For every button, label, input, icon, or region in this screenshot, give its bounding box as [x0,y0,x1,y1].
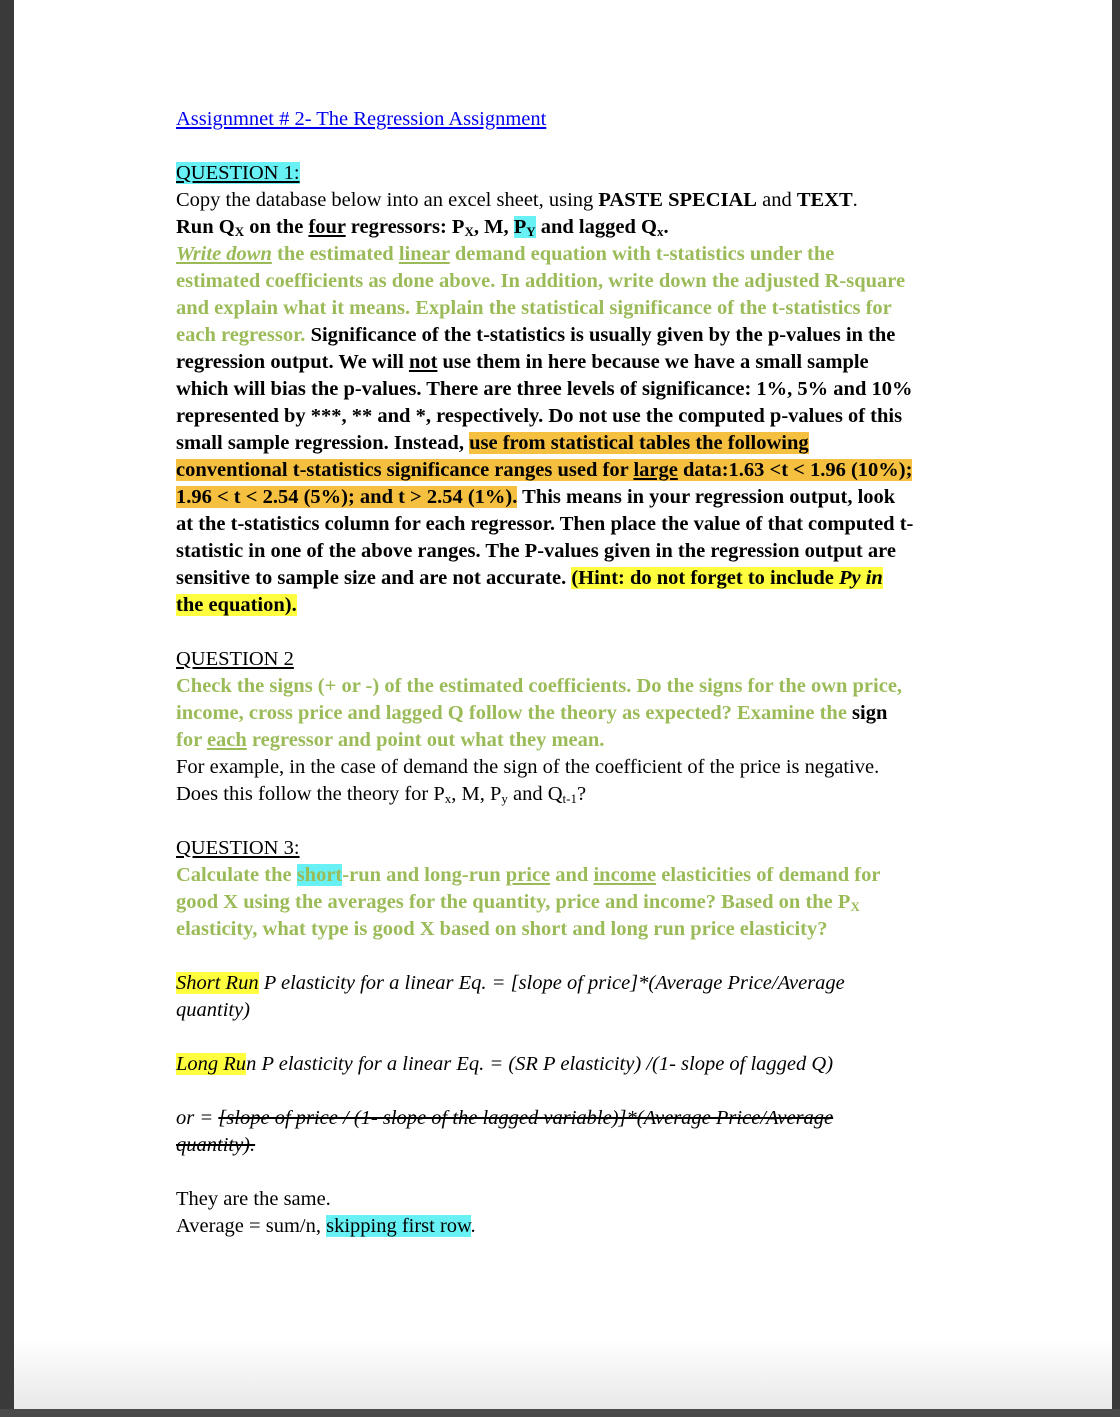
q1-line-14: statistic in one of the above ranges. The P-values given in the regression output are [176,540,896,562]
long-run-formula: Long Run P elasticity for a linear Eq. = (SR P elasticity) /(1- slope of lagged Q) [176,1053,834,1075]
window-bottom-border [0,1409,1120,1417]
q1-line-10: small sample regression. Instead, use from statistical tables the following [176,432,809,454]
same-note: They are the same. [176,1188,331,1210]
q1-line-5: and explain what it means. Explain the statistical significance of the t-statistics for [176,297,892,319]
alternative-formula: or = [slope of price / (1- slope of the lagged variable)]*(Average Price/Average [176,1107,834,1129]
q1-line-16: the equation). [176,594,297,616]
q1-line-4: estimated coefficients as done above. In addition, write down the adjusted R-square [176,270,906,292]
question-1-heading: QUESTION 1: [176,162,300,184]
q2-line-1: Check the signs (+ or -) of the estimated coefficients. Do the signs for the own price, [176,675,903,697]
q1-line-13: at the t-statistics column for each regressor. Then place the value of that computed t- [176,513,914,535]
average-note: Average = sum/n, skipping first row. [176,1215,476,1237]
page-bottom-shadow [14,1339,1112,1409]
q2-line-4: For example, in the case of demand the sign of the coefficient of the price is negative. [176,756,880,778]
q2-line-3: for each regressor and point out what they mean. [176,729,605,751]
window-right-border [1112,0,1120,1417]
q1-line-1: Copy the database below into an excel sheet, using PASTE SPECIAL and TEXT. [176,189,858,211]
q1-line-11: conventional t-statistics significance ranges used for large data:1.63 <t < 1.96 (10%); [176,459,913,481]
q2-line-2: income, cross price and lagged Q follow the theory as expected? Examine the sign [176,702,888,724]
q3-line-2: good X using the averages for the quantity, price and income? Based on the $P_X$ [176,891,860,914]
q3-line-3: elasticity, what type is good X based on short and long run price elasticity? [176,918,828,940]
assignment-title-link[interactable]: Assignmnet # 2- The Regression Assignment [176,108,547,130]
question-3-heading: QUESTION 3: [176,837,300,859]
q1-line-9: represented by ***, ** and *, respectively. Do not use the computed p-values of this [176,405,903,427]
q3-line-1: Calculate the short-run and long-run price and income elasticities of demand for [176,864,881,886]
q1-line-7: regression output. We will not use them in here because we have a small sample [176,351,869,373]
short-run-formula-cont: quantity) [176,999,251,1021]
question-2-heading: QUESTION 2 [176,648,294,670]
document-page [176,106,976,1240]
q1-line-3: Write down the estimated linear demand equation with t-statistics under the [176,243,835,265]
short-run-formula: Short Run P elasticity for a linear Eq. = [slope of price]*(Average Price/Average [176,972,845,994]
q1-line-12: 1.96 < t < 2.54 (5%); and t > 2.54 (1%). This means in your regression output, look [176,486,896,508]
q1-line-15: sensitive to sample size and are not accurate. (Hint: do not forget to include Py in [176,567,883,589]
window-left-border [0,0,14,1417]
q1-line-2: Run $Q_X$ on the four regressors: $P_X$, M, $P_Y$ and lagged $Q_x$. [176,216,669,239]
q1-line-8: which will bias the p-values. There are three levels of significance: 1%, 5% and 10% [176,378,913,400]
alternative-formula-cont: quantity). [176,1134,256,1156]
q2-line-5: Does this follow the theory for $P_x$, M, $P_y$ and $Q_{t-1}$? [176,783,587,806]
q1-line-6: each regressor. Significance of the t-statistics is usually given by the p-values in the [176,324,896,346]
